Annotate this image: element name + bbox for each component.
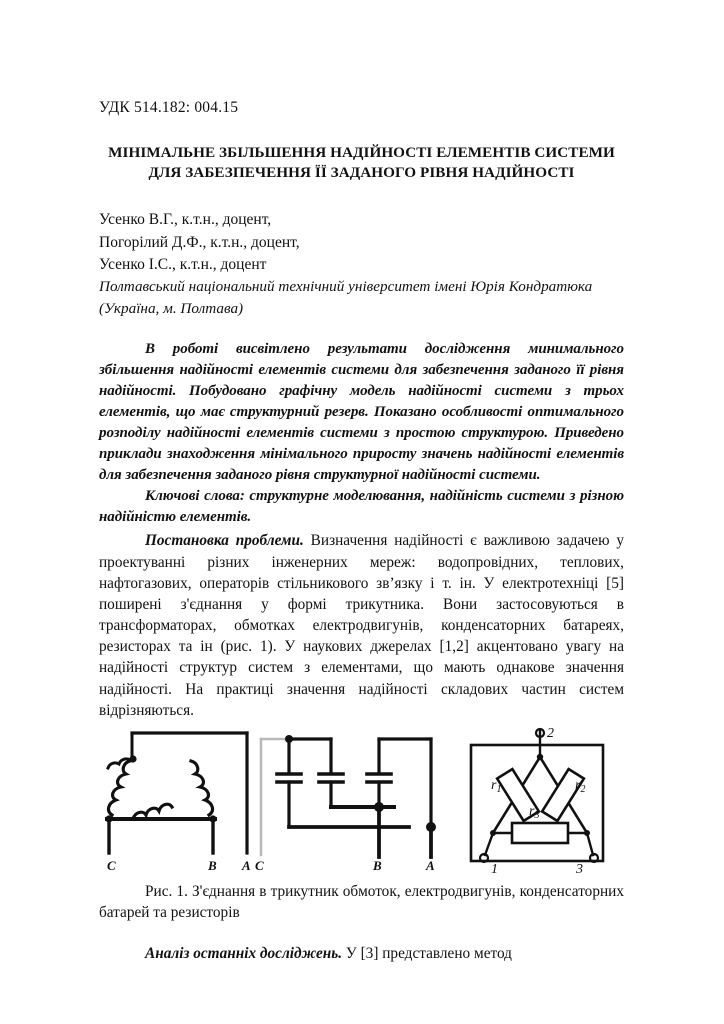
terminal-label-top-2: 2 bbox=[547, 726, 554, 741]
page-title: МІНІМАЛЬНЕ ЗБІЛЬШЕННЯ НАДІЙНОСТІ ЕЛЕМЕНТІВ СИСТЕМИ ДЛЯ ЗАБЕЗПЕЧЕННЯ ЇЇ ЗАДАНОГО РІВНЯ НАДІЙНОСТІ bbox=[108, 144, 615, 182]
figure-1 bbox=[99, 727, 624, 879]
figure-1-caption bbox=[99, 881, 624, 923]
affiliation: Полтавський національний технічний університет імені Юрія Кондратюка (Україна, м. Полтава) bbox=[99, 277, 593, 317]
resistor-label-r1: $r_1$ bbox=[491, 777, 502, 795]
resistor-delta-diagram bbox=[471, 726, 603, 862]
author-line-1: Усенко В.Г., к.т.н., доцент, bbox=[99, 211, 272, 229]
capacitor-delta-diagram bbox=[261, 735, 436, 857]
figure-1-graphic bbox=[99, 727, 624, 879]
terminal-label-mid-B: B bbox=[373, 857, 382, 873]
section-problem-statement bbox=[99, 530, 624, 721]
section-heading-analysis: Аналіз останніх досліджень. bbox=[145, 945, 343, 963]
terminal-label-left-A: A bbox=[242, 857, 251, 873]
keywords-line bbox=[99, 486, 624, 528]
terminal-label-left-C: C bbox=[107, 857, 116, 873]
terminal-label-left-B: B bbox=[208, 857, 217, 873]
terminal-label-mid-C: C bbox=[255, 857, 264, 873]
abstract-block bbox=[99, 339, 624, 528]
section-paragraph-2 bbox=[99, 943, 624, 964]
resistor-label-r3: $r_3$ bbox=[529, 803, 540, 821]
author-list bbox=[99, 209, 624, 275]
section-recent-analysis bbox=[99, 943, 624, 964]
udk-code: УДК 514.182: 004.15 bbox=[99, 99, 239, 116]
keywords-label: Ключові слова: bbox=[145, 488, 245, 505]
winding-delta-diagram bbox=[105, 733, 247, 853]
abstract-text: В роботі висвітлено результати дослідження минимального збільшення надійності елементів системи для забезпечення заданого її рівня надійності. Побудовано графічну модель надійності системи з трьох елементів, що має структурний резерв. Показано особливості оптимального розподілу надійності елементів системи з простою структурою. Приведено приклади знаходження мінімального приросту значень надійності елементів для забезпечення заданого рівня структурної надійності системи. bbox=[99, 341, 624, 484]
page-content bbox=[99, 99, 624, 964]
figure-caption-number: Рис. 1. bbox=[145, 882, 188, 900]
section-heading-problem: Постановка проблеми. bbox=[145, 532, 304, 550]
terminal-label-mid-A: A bbox=[426, 857, 435, 873]
terminal-label-bottom-1: 1 bbox=[491, 861, 498, 877]
section-body-analysis: У [3] представлено метод bbox=[342, 945, 512, 963]
terminal-label-bottom-3: 3 bbox=[576, 861, 583, 877]
author-line-3: Усенко І.С., к.т.н., доцент bbox=[99, 255, 267, 273]
resistor-label-r2: $r_2$ bbox=[575, 777, 586, 795]
figure-caption-text: З'єднання в трикутник обмоток, електродвигунів, конденсаторних батарей та резисторів bbox=[99, 882, 624, 922]
section-paragraph bbox=[99, 530, 624, 721]
author-line-2: Погорілий Д.Ф., к.т.н., доцент, bbox=[99, 233, 300, 251]
keywords-text: структурне моделювання, надійність системи з різною надійністю елементів. bbox=[99, 488, 624, 526]
section-body-problem: Визначення надійності є важливою задачею у проектуванні різних інженерних мереж: водопровідних, теплових, нафтогазових, операторів стільникового зв’язку і т. ін. У електротехніці [5] поширені з'єднання у формі трикутника. Вони застосовуються в трансформаторах, обмотках електродвигунів, конденсаторних батареях, резисторах та ін (рис. 1). У наукових джерелах [1,2] акцентовано увагу на надійності структур систем з елементами, що мають однакове значення надійності. На практиці значення надійності складових частин систем відрізняються. bbox=[99, 532, 624, 719]
